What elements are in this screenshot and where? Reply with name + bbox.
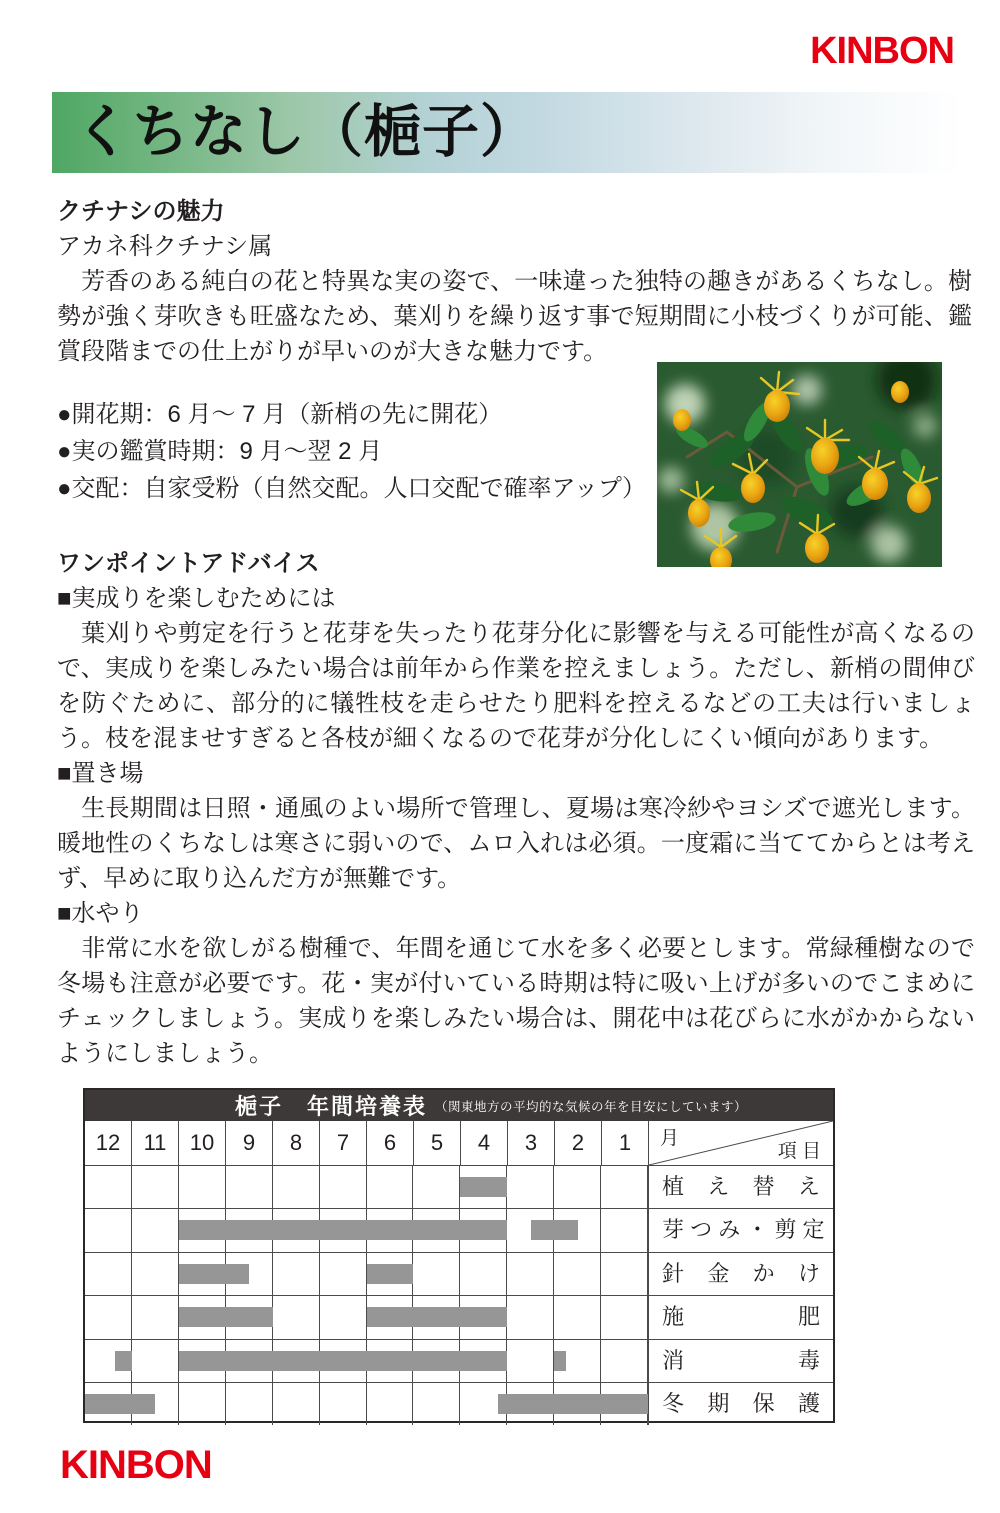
table-title-bar — [85, 1090, 833, 1121]
month-cell — [413, 1253, 460, 1295]
month-cell — [601, 1340, 648, 1382]
corner-item-label: 項 目 — [777, 1141, 821, 1162]
row-label: 芽 つ み ・ 剪 定 — [648, 1209, 838, 1251]
month-cell — [273, 1383, 320, 1425]
month-header-cell: 12 — [85, 1121, 132, 1165]
row-label: 針 金 か け — [648, 1253, 833, 1295]
month-cell — [413, 1383, 460, 1425]
table-row — [85, 1165, 833, 1208]
month-header-cell: 5 — [414, 1121, 461, 1165]
month-cell — [554, 1166, 601, 1208]
month-cell — [601, 1253, 648, 1295]
month-header-cell: 9 — [226, 1121, 273, 1165]
month-cell — [507, 1340, 554, 1382]
month-cell — [507, 1166, 554, 1208]
activity-bar — [115, 1351, 131, 1371]
month-cell — [132, 1253, 179, 1295]
row-chart-area — [85, 1166, 648, 1208]
month-cell — [132, 1340, 179, 1382]
month-cell — [601, 1209, 648, 1251]
month-cell — [320, 1253, 367, 1295]
activity-bar — [531, 1220, 578, 1240]
corner-month-label: 月 — [660, 1128, 680, 1149]
gardenia-photo — [657, 362, 942, 567]
intro-paragraph: 芳香のある純白の花と特異な実の姿で、一味違った独特の趣きがあるくちなし。樹勢が強く芽吹きも旺盛なため、葉刈りを繰り返す事で短期間に小枝づくりが可能、鑑賞段階までの仕上がりが早いのが大きな魅力です。 — [57, 268, 972, 365]
month-cell — [367, 1383, 414, 1425]
month-cell — [601, 1296, 648, 1338]
table-corner-cell — [648, 1121, 833, 1165]
row-label: 冬 期 保 護 — [648, 1383, 833, 1425]
month-cell — [273, 1166, 320, 1208]
month-cell — [226, 1166, 273, 1208]
month-cell — [320, 1383, 367, 1425]
month-cell — [226, 1383, 273, 1425]
month-cell — [85, 1166, 132, 1208]
activity-bar — [554, 1351, 566, 1371]
page-title: くちなし（梔子） — [74, 101, 538, 164]
month-cell — [601, 1166, 648, 1208]
month-cell — [85, 1209, 132, 1251]
month-header-cells — [85, 1121, 648, 1165]
activity-bar — [85, 1394, 155, 1414]
month-cell — [367, 1166, 414, 1208]
month-header-cell: 11 — [132, 1121, 179, 1165]
month-header-cell: 8 — [273, 1121, 320, 1165]
advice-subheading: ■水やり — [57, 900, 144, 927]
kinbon-logo-top: KINBON — [810, 30, 954, 72]
fact-list — [57, 396, 697, 507]
month-cell — [413, 1166, 460, 1208]
row-label: 消 毒 — [648, 1340, 833, 1382]
month-header-cell: 6 — [367, 1121, 414, 1165]
advice-subsections — [57, 581, 975, 1071]
month-cell — [554, 1253, 601, 1295]
activity-bar — [460, 1177, 507, 1197]
month-header-cell: 1 — [618, 1130, 632, 1155]
fact-item: ●実の鑑賞時期：9 月～翌 2 月 — [57, 438, 383, 465]
month-cell — [85, 1296, 132, 1338]
activity-bar — [179, 1351, 507, 1371]
row-chart-area — [85, 1296, 648, 1338]
fact-item: ●交配：自家受粉（自然交配。人口交配で確率アップ） — [57, 475, 647, 502]
month-cell — [273, 1253, 320, 1295]
fact-item: ●開花期：6 月～ 7 月（新梢の先に開花） — [57, 401, 503, 428]
table-title-note: （関東地方の平均的な気候の年を目安にしています） — [435, 1099, 748, 1114]
advice-heading: ワンポイントアドバイス — [57, 550, 320, 577]
title-banner — [52, 92, 1000, 173]
table-row — [85, 1382, 833, 1425]
month-header-cell: 7 — [320, 1121, 367, 1165]
row-chart-area — [85, 1209, 648, 1251]
row-chart-area — [85, 1253, 648, 1295]
month-cell — [320, 1166, 367, 1208]
activity-bar — [498, 1394, 648, 1414]
month-cell — [460, 1253, 507, 1295]
month-cell — [554, 1296, 601, 1338]
month-cell — [85, 1253, 132, 1295]
activity-bar — [367, 1264, 414, 1284]
advice-paragraph: 葉刈りや剪定を行うと花芽を失ったり花芽分化に影響を与える可能性が高くなるので、実成りを楽しみたい場合は前年から作業を控えましょう。ただし、新梢の間伸びを防ぐために、部分的に犠牲枝を走らせたり肥料を控えるなどの工夫は行いましょう。枝を混ませすぎると各枝が細くなるので花芽が分化しにくい傾向があります。 — [57, 620, 975, 752]
row-chart-area — [85, 1383, 648, 1425]
row-chart-area — [85, 1340, 648, 1382]
month-cell — [320, 1296, 367, 1338]
month-cell — [507, 1253, 554, 1295]
month-cell — [179, 1166, 226, 1208]
month-header-cell: 3 — [508, 1121, 555, 1165]
month-cell — [507, 1296, 554, 1338]
activity-bar — [179, 1307, 273, 1327]
table-row — [85, 1295, 833, 1338]
month-cell — [273, 1296, 320, 1338]
advice-section — [57, 546, 975, 1071]
month-header-cell: 10 — [179, 1121, 226, 1165]
table-header-row — [85, 1121, 833, 1165]
intro-heading: クチナシの魅力 — [57, 198, 225, 225]
table-row — [85, 1339, 833, 1382]
table-row — [85, 1208, 833, 1251]
activity-bar — [367, 1307, 508, 1327]
advice-subheading: ■実成りを楽しむためには — [57, 585, 336, 612]
table-row — [85, 1252, 833, 1295]
month-cell — [132, 1209, 179, 1251]
month-header-cell: 4 — [461, 1121, 508, 1165]
month-header-cell: 2 — [555, 1121, 602, 1165]
activity-bar — [179, 1220, 507, 1240]
intro-section — [57, 194, 972, 369]
advice-subheading: ■置き場 — [57, 760, 144, 787]
activity-bar — [179, 1264, 249, 1284]
row-label: 植 え 替 え — [648, 1166, 833, 1208]
advice-paragraph: 非常に水を欲しがる樹種で、年間を通じて水を多く必要とします。常緑種樹なので冬場も注意が必要です。花・実が付いている時期は特に吸い上げが多いのでこまめにチェックしましょう。実成りを楽しみたい場合は、開花中は花びらに水がかからないようにしましょう。 — [57, 935, 975, 1067]
month-cell — [132, 1166, 179, 1208]
advice-paragraph: 生長期間は日照・通風のよい場所で管理し、夏場は寒冷紗やヨシズで遮光します。暖地性のくちなしは寒さに弱いので、ムロ入れは必須。一度霜に当ててからとは考えず、早めに取り込んだ方が無難です。 — [57, 795, 975, 892]
intro-family: アカネ科クチナシ属 — [57, 233, 273, 260]
kinbon-logo-bottom: KINBON — [60, 1443, 212, 1487]
month-cell — [132, 1296, 179, 1338]
cultivation-table — [83, 1088, 835, 1423]
table-body — [85, 1165, 833, 1425]
month-cell — [179, 1383, 226, 1425]
table-title: 梔子 年間培養表 — [235, 1094, 428, 1119]
row-label: 施 肥 — [648, 1296, 833, 1338]
